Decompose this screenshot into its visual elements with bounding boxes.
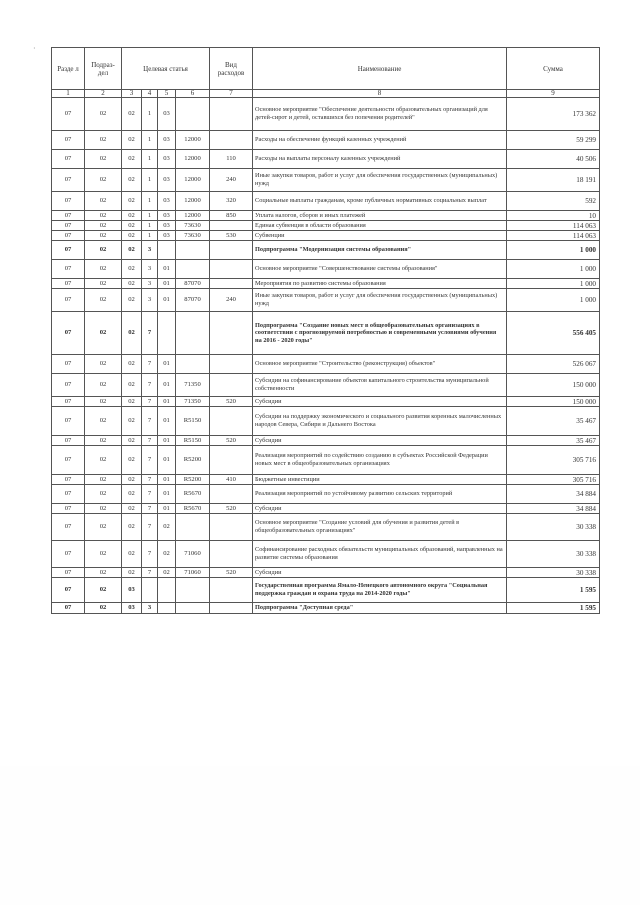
cell-name: Реализация мероприятий по содействию созданию в субъектах Российской Федерации новых мест в общеобразовательных организациях (253, 446, 507, 475)
cell-event: 01 (158, 260, 176, 279)
cell-event: 03 (158, 211, 176, 221)
cell-subprogram: 1 (142, 231, 158, 241)
cell-sum: 114 063 (507, 231, 600, 241)
cell-expense-type: 520 (210, 397, 253, 407)
cell-program: 02 (122, 231, 142, 241)
cell-direction: 12000 (176, 169, 210, 192)
header-sum: Сумма (507, 48, 600, 90)
table-row (52, 260, 600, 279)
cell-expense-type (210, 355, 253, 374)
cell-sum: 35 467 (507, 436, 600, 446)
cell-subprogram: 3 (142, 289, 158, 312)
cell-subprogram: 3 (142, 603, 158, 614)
col-number: 7 (210, 90, 253, 98)
cell-subsection: 02 (85, 514, 122, 541)
cell-sum: 1 595 (507, 578, 600, 603)
cell-subsection: 02 (85, 241, 122, 260)
cell-sum: 1 000 (507, 241, 600, 260)
cell-section: 07 (52, 211, 85, 221)
cell-section: 07 (52, 231, 85, 241)
col-number: 2 (85, 90, 122, 98)
table-row (52, 514, 600, 541)
cell-sum: 1 000 (507, 289, 600, 312)
scan-mark: · (33, 44, 36, 53)
cell-event: 02 (158, 541, 176, 568)
cell-expense-type: 240 (210, 169, 253, 192)
cell-section: 07 (52, 374, 85, 397)
cell-subsection: 02 (85, 578, 122, 603)
cell-subsection: 02 (85, 98, 122, 131)
cell-expense-type (210, 241, 253, 260)
cell-subsection: 02 (85, 475, 122, 485)
cell-event: 01 (158, 446, 176, 475)
cell-event: 01 (158, 475, 176, 485)
cell-subprogram: 3 (142, 260, 158, 279)
cell-expense-type: 110 (210, 150, 253, 169)
cell-direction: 73630 (176, 231, 210, 241)
table-row (52, 98, 600, 131)
cell-subprogram: 7 (142, 541, 158, 568)
cell-subprogram: 7 (142, 568, 158, 578)
table-row (52, 231, 600, 241)
cell-program: 02 (122, 436, 142, 446)
cell-event (158, 603, 176, 614)
cell-section: 07 (52, 241, 85, 260)
cell-direction: 71060 (176, 541, 210, 568)
cell-section: 07 (52, 407, 85, 436)
cell-subsection: 02 (85, 312, 122, 355)
page-margin (0, 766, 640, 905)
cell-section: 07 (52, 289, 85, 312)
cell-sum: 305 716 (507, 446, 600, 475)
table-row (52, 241, 600, 260)
cell-sum: 150 000 (507, 374, 600, 397)
cell-subprogram: 1 (142, 211, 158, 221)
cell-name: Бюджетные инвестиции (253, 475, 507, 485)
cell-subsection: 02 (85, 568, 122, 578)
cell-subsection: 02 (85, 211, 122, 221)
table-row (52, 169, 600, 192)
cell-expense-type (210, 603, 253, 614)
cell-subsection: 02 (85, 150, 122, 169)
cell-program: 02 (122, 374, 142, 397)
cell-program: 02 (122, 192, 142, 211)
cell-subsection: 02 (85, 407, 122, 436)
cell-subsection: 02 (85, 289, 122, 312)
col-number: 8 (253, 90, 507, 98)
cell-direction: R5150 (176, 436, 210, 446)
cell-event: 03 (158, 98, 176, 131)
cell-direction: 71350 (176, 374, 210, 397)
cell-subsection: 02 (85, 355, 122, 374)
cell-expense-type: 520 (210, 568, 253, 578)
cell-program: 02 (122, 407, 142, 436)
table-row (52, 578, 600, 603)
cell-name: Уплата налогов, сборов и иных платежей (253, 211, 507, 221)
cell-event (158, 578, 176, 603)
cell-subsection: 02 (85, 192, 122, 211)
cell-section: 07 (52, 150, 85, 169)
cell-direction (176, 312, 210, 355)
cell-section: 07 (52, 504, 85, 514)
cell-program: 02 (122, 279, 142, 289)
cell-subsection: 02 (85, 260, 122, 279)
cell-section: 07 (52, 541, 85, 568)
cell-section: 07 (52, 485, 85, 504)
cell-event: 01 (158, 436, 176, 446)
cell-direction: R5670 (176, 485, 210, 504)
cell-section: 07 (52, 578, 85, 603)
cell-expense-type (210, 221, 253, 231)
cell-event: 03 (158, 150, 176, 169)
cell-section: 07 (52, 514, 85, 541)
cell-program: 02 (122, 514, 142, 541)
cell-direction: 12000 (176, 150, 210, 169)
cell-subprogram: 7 (142, 446, 158, 475)
cell-event (158, 312, 176, 355)
table-row (52, 211, 600, 221)
cell-event: 03 (158, 221, 176, 231)
cell-subprogram: 1 (142, 131, 158, 150)
cell-section: 07 (52, 260, 85, 279)
header-section: Разде л (52, 48, 85, 90)
cell-subprogram: 7 (142, 312, 158, 355)
cell-direction: 71350 (176, 397, 210, 407)
cell-sum: 40 506 (507, 150, 600, 169)
cell-program: 02 (122, 475, 142, 485)
cell-subprogram: 7 (142, 436, 158, 446)
cell-expense-type (210, 485, 253, 504)
cell-section: 07 (52, 355, 85, 374)
cell-name: Субсидии на поддержку экономического и социального развития коренных малочисленных народов Севера, Сибири и Дальнего Востока (253, 407, 507, 436)
cell-name: Единая субвенция в области образования (253, 221, 507, 231)
cell-name: Субвенции (253, 231, 507, 241)
cell-name: Расходы на выплаты персоналу казенных учреждений (253, 150, 507, 169)
cell-sum: 1 000 (507, 279, 600, 289)
cell-program: 02 (122, 541, 142, 568)
cell-program: 02 (122, 397, 142, 407)
cell-program: 02 (122, 504, 142, 514)
cell-section: 07 (52, 603, 85, 614)
cell-section: 07 (52, 131, 85, 150)
cell-event: 02 (158, 568, 176, 578)
cell-subsection: 02 (85, 279, 122, 289)
cell-section: 07 (52, 169, 85, 192)
cell-direction: 87070 (176, 289, 210, 312)
cell-expense-type (210, 446, 253, 475)
table-row (52, 407, 600, 436)
table-row (52, 192, 600, 211)
cell-event: 01 (158, 397, 176, 407)
col-number: 1 (52, 90, 85, 98)
cell-subprogram (142, 578, 158, 603)
cell-subsection: 02 (85, 485, 122, 504)
cell-sum: 592 (507, 192, 600, 211)
table-row (52, 374, 600, 397)
table-row (52, 436, 600, 446)
cell-subsection: 02 (85, 504, 122, 514)
cell-sum: 34 884 (507, 485, 600, 504)
cell-expense-type: 850 (210, 211, 253, 221)
cell-program: 02 (122, 98, 142, 131)
cell-expense-type (210, 98, 253, 131)
cell-section: 07 (52, 312, 85, 355)
cell-event: 03 (158, 131, 176, 150)
cell-direction: R5670 (176, 504, 210, 514)
cell-subprogram: 7 (142, 397, 158, 407)
cell-event (158, 241, 176, 260)
table-row (52, 221, 600, 231)
cell-expense-type (210, 312, 253, 355)
column-number-row (52, 90, 600, 98)
table-row (52, 355, 600, 374)
cell-sum: 305 716 (507, 475, 600, 485)
col-number: 4 (142, 90, 158, 98)
cell-program: 02 (122, 260, 142, 279)
cell-sum: 1 595 (507, 603, 600, 614)
cell-subsection: 02 (85, 436, 122, 446)
header-name: Наименование (253, 48, 507, 90)
cell-subprogram: 7 (142, 485, 158, 504)
cell-direction: R5200 (176, 475, 210, 485)
cell-program: 02 (122, 355, 142, 374)
cell-sum: 34 884 (507, 504, 600, 514)
cell-direction (176, 98, 210, 131)
cell-program: 02 (122, 289, 142, 312)
cell-sum: 30 338 (507, 514, 600, 541)
cell-subprogram: 1 (142, 98, 158, 131)
cell-event: 01 (158, 485, 176, 504)
header-row (52, 48, 600, 90)
cell-subprogram: 1 (142, 169, 158, 192)
table-row (52, 504, 600, 514)
cell-expense-type: 240 (210, 289, 253, 312)
cell-program: 02 (122, 169, 142, 192)
cell-expense-type: 410 (210, 475, 253, 485)
header-subsection: Подраз- дел (85, 48, 122, 90)
cell-subprogram: 7 (142, 355, 158, 374)
cell-program: 02 (122, 241, 142, 260)
cell-subsection: 02 (85, 397, 122, 407)
cell-program: 02 (122, 150, 142, 169)
cell-direction: 12000 (176, 211, 210, 221)
cell-direction: 87070 (176, 279, 210, 289)
table-row (52, 131, 600, 150)
cell-expense-type: 320 (210, 192, 253, 211)
cell-subprogram: 1 (142, 221, 158, 231)
cell-direction: 12000 (176, 131, 210, 150)
cell-program: 02 (122, 312, 142, 355)
cell-section: 07 (52, 446, 85, 475)
cell-subsection: 02 (85, 541, 122, 568)
cell-sum: 30 338 (507, 541, 600, 568)
cell-program: 02 (122, 485, 142, 504)
cell-name: Основное мероприятие "Строительство (реконструкция) объектов" (253, 355, 507, 374)
cell-name: Реализация мероприятий по устойчивому развитию сельских территорий (253, 485, 507, 504)
cell-section: 07 (52, 397, 85, 407)
cell-name: Основное мероприятие "Совершенствование системы образования" (253, 260, 507, 279)
cell-sum: 30 338 (507, 568, 600, 578)
cell-subprogram: 3 (142, 279, 158, 289)
cell-section: 07 (52, 568, 85, 578)
cell-name: Мероприятия по развитию системы образования (253, 279, 507, 289)
table-row (52, 475, 600, 485)
cell-name: Иные закупки товаров, работ и услуг для обеспечения государственных (муниципальных) нужд (253, 169, 507, 192)
cell-name: Субсидии (253, 397, 507, 407)
cell-subprogram: 7 (142, 514, 158, 541)
col-number: 9 (507, 90, 600, 98)
cell-sum: 59 299 (507, 131, 600, 150)
cell-expense-type (210, 541, 253, 568)
cell-event: 03 (158, 169, 176, 192)
table-row (52, 485, 600, 504)
header-target-article: Целевая статья (122, 48, 210, 90)
cell-subsection: 02 (85, 221, 122, 231)
cell-subsection: 02 (85, 603, 122, 614)
cell-name: Софинансирование расходных обязательств муниципальных образований, направленных на развитие системы образования (253, 541, 507, 568)
cell-sum: 173 362 (507, 98, 600, 131)
cell-name: Основное мероприятие "Создание условий для обучения и развития детей в общеобразовательных организациях" (253, 514, 507, 541)
cell-event: 03 (158, 231, 176, 241)
cell-subprogram: 7 (142, 374, 158, 397)
cell-name: Подпрограмма "Модернизация системы образования" (253, 241, 507, 260)
cell-program: 03 (122, 578, 142, 603)
cell-name: Субсидии (253, 568, 507, 578)
cell-subsection: 02 (85, 169, 122, 192)
cell-name: Подпрограмма "Доступная среда" (253, 603, 507, 614)
cell-name: Подпрограмма "Создание новых мест в общеобразовательных организациях в соответствии с прогнозируемой потребностью и современными условиями обучения на 2016 - 2020 годы" (253, 312, 507, 355)
cell-sum: 35 467 (507, 407, 600, 436)
header-expense-type: Вид расходов (210, 48, 253, 90)
cell-section: 07 (52, 436, 85, 446)
cell-name: Субсидии (253, 436, 507, 446)
budget-table (51, 47, 600, 614)
cell-direction: R5200 (176, 446, 210, 475)
cell-expense-type (210, 514, 253, 541)
cell-sum: 556 405 (507, 312, 600, 355)
cell-name: Субсидии (253, 504, 507, 514)
table-row (52, 312, 600, 355)
cell-subsection: 02 (85, 446, 122, 475)
cell-direction: 12000 (176, 192, 210, 211)
cell-name: Государственная программа Ямало-Ненецкого автономного округа "Социальная поддержка граждан и охрана труда на 2014-2020 годы" (253, 578, 507, 603)
col-number: 3 (122, 90, 142, 98)
cell-program: 02 (122, 221, 142, 231)
cell-subsection: 02 (85, 231, 122, 241)
cell-event: 01 (158, 504, 176, 514)
cell-section: 07 (52, 221, 85, 231)
cell-event: 03 (158, 192, 176, 211)
cell-direction: 71060 (176, 568, 210, 578)
cell-program: 02 (122, 211, 142, 221)
cell-subprogram: 3 (142, 241, 158, 260)
cell-program: 02 (122, 446, 142, 475)
cell-sum: 150 000 (507, 397, 600, 407)
cell-expense-type: 530 (210, 231, 253, 241)
cell-direction (176, 514, 210, 541)
cell-direction (176, 241, 210, 260)
cell-expense-type (210, 578, 253, 603)
cell-subprogram: 1 (142, 192, 158, 211)
table-row (52, 289, 600, 312)
cell-section: 07 (52, 192, 85, 211)
cell-section: 07 (52, 279, 85, 289)
cell-direction: 73630 (176, 221, 210, 231)
cell-event: 01 (158, 355, 176, 374)
cell-expense-type (210, 131, 253, 150)
cell-sum: 10 (507, 211, 600, 221)
cell-direction: R5150 (176, 407, 210, 436)
cell-event: 01 (158, 279, 176, 289)
table-row (52, 568, 600, 578)
cell-name: Расходы на обеспечение функций казенных учреждений (253, 131, 507, 150)
cell-subprogram: 1 (142, 150, 158, 169)
cell-name: Иные закупки товаров, работ и услуг для обеспечения государственных (муниципальных) нужд (253, 289, 507, 312)
cell-expense-type: 520 (210, 504, 253, 514)
cell-direction (176, 603, 210, 614)
col-number: 5 (158, 90, 176, 98)
cell-subsection: 02 (85, 131, 122, 150)
cell-direction (176, 578, 210, 603)
cell-direction (176, 260, 210, 279)
cell-expense-type (210, 407, 253, 436)
cell-subprogram: 7 (142, 475, 158, 485)
cell-expense-type (210, 260, 253, 279)
table-row (52, 150, 600, 169)
table-row (52, 603, 600, 614)
cell-program: 02 (122, 568, 142, 578)
cell-event: 02 (158, 514, 176, 541)
cell-program: 03 (122, 603, 142, 614)
table-row (52, 446, 600, 475)
cell-sum: 1 000 (507, 260, 600, 279)
cell-name: Основное мероприятие "Обеспечение деятельности образовательных организаций для детей-сирот и детей, оставшихся без попечения родителей" (253, 98, 507, 131)
table-row (52, 541, 600, 568)
col-number: 6 (176, 90, 210, 98)
cell-subsection: 02 (85, 374, 122, 397)
cell-sum: 114 063 (507, 221, 600, 231)
cell-subprogram: 7 (142, 407, 158, 436)
cell-program: 02 (122, 131, 142, 150)
cell-event: 01 (158, 407, 176, 436)
cell-expense-type: 520 (210, 436, 253, 446)
cell-name: Субсидии на софинансирование объектов капитального строительства муниципальной собственности (253, 374, 507, 397)
cell-sum: 18 191 (507, 169, 600, 192)
cell-expense-type (210, 374, 253, 397)
table-row (52, 397, 600, 407)
cell-section: 07 (52, 98, 85, 131)
table-row (52, 279, 600, 289)
cell-event: 01 (158, 374, 176, 397)
cell-name: Социальные выплаты гражданам, кроме публичных нормативных социальных выплат (253, 192, 507, 211)
cell-expense-type (210, 279, 253, 289)
cell-direction (176, 355, 210, 374)
cell-sum: 526 067 (507, 355, 600, 374)
cell-section: 07 (52, 475, 85, 485)
cell-event: 01 (158, 289, 176, 312)
cell-subprogram: 7 (142, 504, 158, 514)
